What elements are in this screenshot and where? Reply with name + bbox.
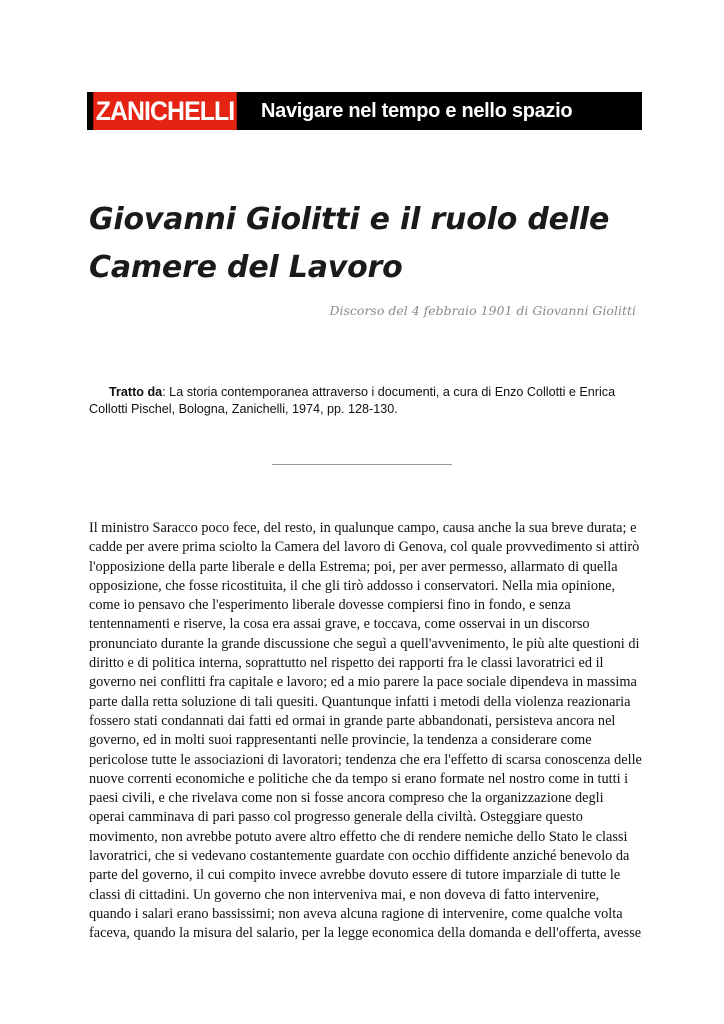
body-text — [89, 519, 641, 944]
title-line-1: Giovanni Giolitti e il ruolo delle — [89, 202, 610, 237]
title-line-2: Camere del Lavoro — [89, 250, 403, 285]
body-line: faceva, quando la misura del salario, per la legge economica della domanda e dell'offerta, avesse — [89, 925, 642, 942]
body-line: quando i salari erano bassissimi; non aveva alcuna ragione di intervenire, come qualche volta — [89, 905, 623, 922]
body-line: diritto e di politica interna, soprattutto nel rispetto dei rapporti fra le classi lavoratrici ed il — [89, 655, 604, 672]
section-divider — [272, 464, 452, 465]
source-text: : La storia contemporanea attraverso i documenti, a cura di Enzo Collotti e Enrica Collotti Pischel, Bologna, Zanichelli, 1974, pp. 128-130. — [89, 385, 616, 416]
body-line: tentennamenti e riserve, la cosa era assai grave, e toccava, come osservai in un discorso — [89, 616, 590, 633]
page-title — [89, 196, 649, 292]
body-line: cadde per avere prima sciolto la Camera del lavoro di Genova, col quale provvedimento si attirò — [89, 539, 640, 556]
body-line: lavoratrici, che si vedevano costantemente guardate con occhio diffidente anziché benevolo da — [89, 848, 630, 865]
body-line: l'opposizione della parte liberale e della Estrema; poi, per aver permesso, allarmato di quella — [89, 558, 618, 575]
body-line: paesi civili, e che rivelava come non si fosse ancora compreso che la organizzazione degli — [89, 790, 604, 807]
brand-logo: ZANICHELLI — [93, 92, 237, 130]
source-label: Tratto da — [109, 385, 163, 399]
body-line: nuove correnti economiche e politiche che da tempo si erano formate nel nostro come in tutti i — [89, 770, 629, 787]
body-line: pronunciato durante la grande discussione che seguì a quell'avvenimento, le più alte questioni di — [89, 635, 640, 652]
body-line: Il ministro Saracco poco fece, del resto, in qualunque campo, causa anche la sua breve durata; e — [89, 520, 637, 536]
page-subtitle: Discorso del 4 febbraio 1901 di Giovanni Giolitti — [329, 303, 636, 318]
body-line: pericolose tutte le associazioni di lavoratori; tendenza che era l'effetto di scarsa conoscenza delle — [89, 751, 642, 768]
body-line: opposizione, che fosse ricostituita, il che gli tirò addosso i conservatori. Nella mia opinione, — [89, 577, 616, 594]
body-line: parte del governo, il cui compito invece avrebbe dovuto essere di tutore imparziale di tutte le — [89, 867, 621, 884]
body-line: classi di cittadini. Un governo che non interveniva mai, e non doveva di fatto intervenire, — [89, 886, 600, 903]
body-line: fossero stati condannati dai fatti ed ormai in grande parte abbandonati, persisteva ancora nel — [89, 712, 616, 729]
body-line: governo, ed in molti suoi rappresentanti nelle provincie, la tendenza a considerare come — [89, 732, 592, 749]
body-line: movimento, non avrebbe potuto avere altro effetto che di rendere nemiche dello Stato le classi — [89, 828, 628, 845]
body-line: operai camminava di pari passo col progresso generale della civiltà. Osteggiare questo — [89, 809, 583, 826]
header-banner — [87, 92, 642, 130]
body-line: come io pensavo che l'esperimento liberale dovesse compiersi fino in fondo, e senza — [89, 597, 571, 614]
body-line: governo nei conflitti fra capitale e lavoro; ed a mio parere la pace sociale dipendeva in massima — [89, 674, 637, 691]
header-tagline: Navigare nel tempo e nello spazio — [261, 99, 573, 122]
source-citation — [89, 384, 639, 418]
body-line: parte dalla retta soluzione di tali quesiti. Quantunque infatti i metodi della violenza reazionaria — [89, 693, 631, 710]
